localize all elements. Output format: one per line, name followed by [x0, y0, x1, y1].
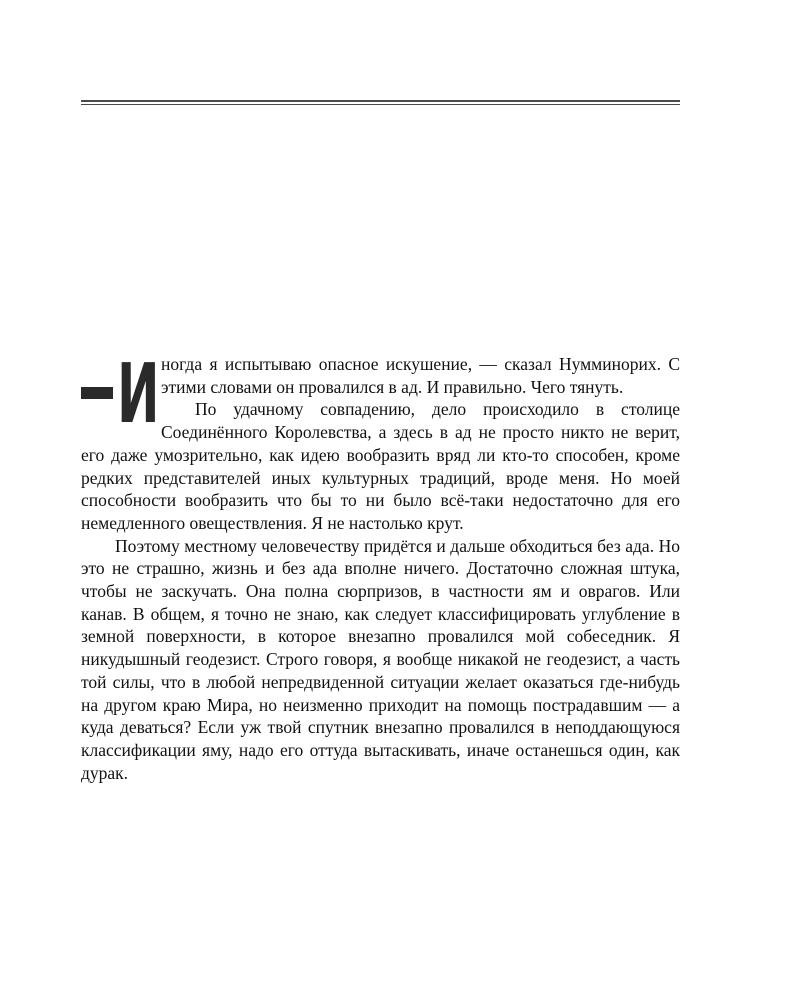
header-rule-top [81, 100, 680, 102]
drop-cap-dash [81, 387, 113, 399]
paragraph-1-text: ногда я испытываю опасное искушение, — сказал Нумминорих. С этими словами он провалился в ад. И правильно. Чего тянуть. [161, 354, 680, 397]
paragraph-3: Поэтому местному человечеству придётся и дальше обходиться без ада. Но это не страшно, жизнь и без ада вполне ничего. Достаточно сложная штука, чтобы не заскучать. Она полна сюрпризов, в частности ям и оврагов. Или канав. В общем, я точно не знаю, как следует классифицировать углубление в земной поверхности, в которое внезапно провалился мой собеседник. Я никудышный геодезист. Строго говоря, я вообще никакой не геодезист, а часть той силы, что в любой непредвиденной ситуации желает оказаться где-нибудь на другом краю Мира, но неизменно приходит на помощь пострадавшим — а куда деваться? Если уж твой спутник внезапно провалился в неподдающуюся классификации яму, надо его оттуда вытаскивать, иначе останешься один, как дурак. [81, 535, 680, 783]
paragraph-1 [81, 347, 680, 442]
chapter-body [81, 347, 680, 784]
paragraph-2: По удачному совпадению, дело происходило в столице Соединённого Королевства, а здесь в ад не просто никто не верит, его даже умозрительно, как идею вообразить вряд ли кто-то способен, кроме редких представителей иных культурных традиций, вроде меня. Но моей способности вообразить что бы то ни было всё-таки недостаточно для его немедленного овеществления. Я не настолько крут. [81, 399, 680, 533]
drop-cap-letter: И [117, 347, 160, 442]
drop-cap [81, 347, 160, 442]
header-rule-bottom [81, 104, 680, 105]
